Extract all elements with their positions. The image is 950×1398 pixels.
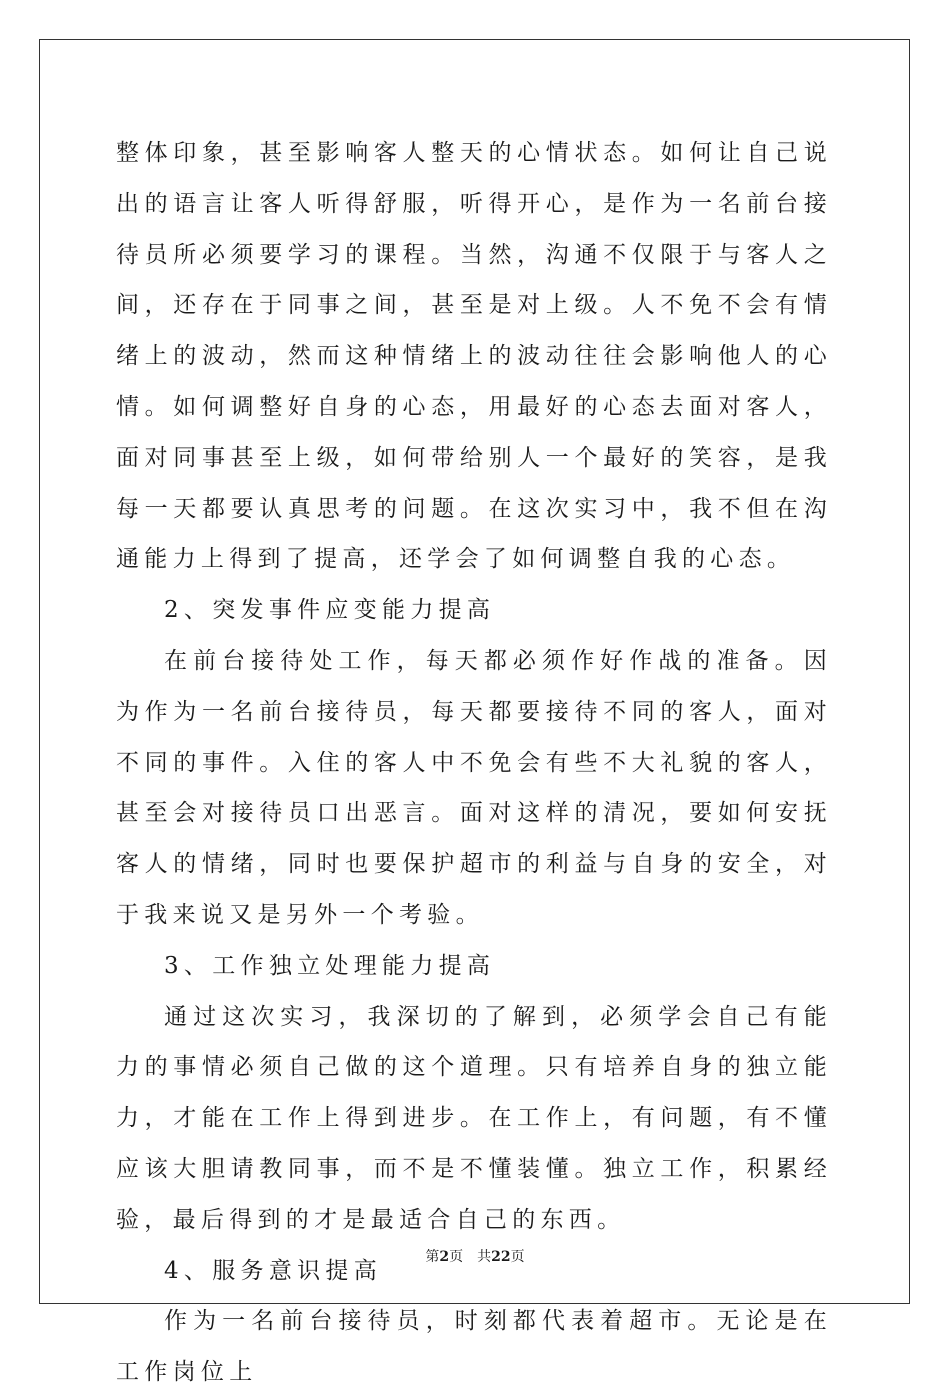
page-suffix: 页	[449, 1249, 464, 1265]
section-heading: 2、突发事件应变能力提高	[164, 597, 496, 624]
total-suffix: 页	[510, 1249, 525, 1265]
page-number: 2	[439, 1249, 450, 1265]
paragraph: 作为一名前台接待员，时刻都代表着超市。无论是在工作岗位上	[116, 1308, 832, 1386]
section-heading: 3、工作独立处理能力提高	[164, 952, 496, 979]
page-footer	[0, 1247, 950, 1267]
total-pages: 22	[491, 1249, 511, 1265]
section-heading: 4、服务意识提高	[164, 1257, 383, 1284]
paragraph: 通过这次实习，我深切的了解到，必须学会自己有能力的事情必须自己做的这个道理。只有培养自身的独立能力，才能在工作上得到进步。在工作上，有问题，有不懂应该大胆请教同事，而不是不懂装懂。独立工作，积累经验，最后得到的才是最适合自己的东西。	[116, 1003, 832, 1233]
paragraph: 整体印象，甚至影响客人整天的心情状态。如何让自己说出的语言让客人听得舒服，听得开心，是作为一名前台接待员所必须要学习的课程。当然，沟通不仅限于与客人之间，还存在于同事之间，甚至是对上级。人不免不会有情绪上的波动，然而这种情绪上的波动往往会影响他人的心情。如何调整好自身的心态，用最好的心态去面对客人，面对同事甚至上级，如何带给别人一个最好的笑容，是我每一天都要认真思考的问题。在这次实习中，我不但在沟通能力上得到了提高，还学会了如何调整自我的心态。	[116, 140, 832, 573]
document-body	[116, 128, 832, 1398]
page-prefix: 第	[425, 1249, 440, 1265]
total-prefix: 共	[477, 1249, 492, 1265]
paragraph: 在前台接待处工作，每天都必须作好作战的准备。因为作为一名前台接待员，每天都要接待不同的客人，面对不同的事件。入住的客人中不免会有些不大礼貌的客人，甚至会对接待员口出恶言。面对这样的清况，要如何安抚客人的情绪，同时也要保护超市的利益与自身的安全，对于我来说又是另外一个考验。	[116, 647, 832, 928]
